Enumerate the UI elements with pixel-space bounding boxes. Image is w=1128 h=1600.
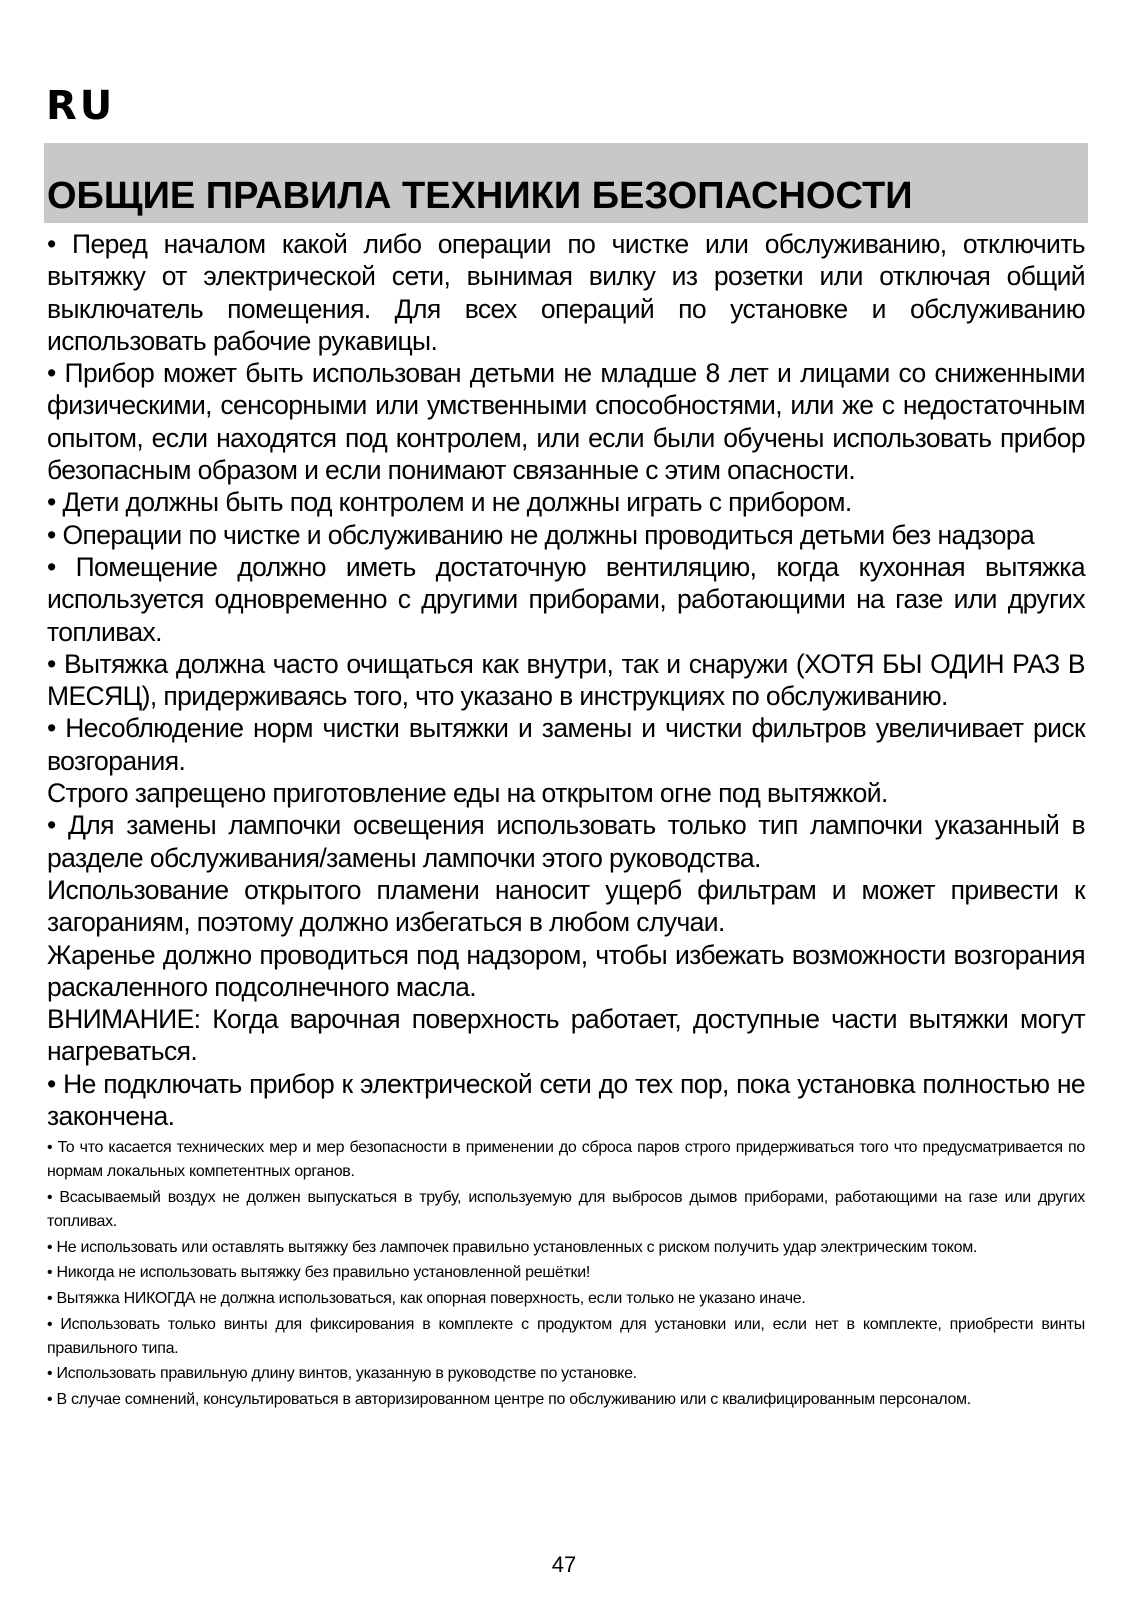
language-code: RU: [46, 83, 116, 129]
paragraph: • Помещение должно иметь достаточную вентиляцию, когда кухонная вытяжка используется одновременно с другими приборами, работающими на газе или других топливах.: [47, 551, 1085, 647]
fine-print-paragraph: • Использовать только винты для фиксирования в комплекте с продуктом для установки или, если нет в комплекте, приобрести винты правильного типа.: [47, 1315, 1085, 1357]
paragraph: • Для замены лампочки освещения использовать только тип лампочки указанный в разделе обслуживания/замены лампочки этого руководства.: [47, 810, 1085, 873]
paragraph: • Перед началом какой либо операции по чистке или обслуживанию, отключить вытяжку от электрической сети, вынимая вилку из розетки или отключая общий выключатель помещения. Для всех операций по установке и обслуживанию использовать рабочие рукавицы.: [47, 229, 1085, 356]
fine-print-paragraph: • То что касается технических мер и мер безопасности в применении до сброса паров строго придерживаться того что предусматривается по нормам локальных компетентных органов.: [47, 1139, 1085, 1181]
document-body: [47, 228, 1085, 1414]
paragraph: • Несоблюдение норм чистки вытяжки и замены и чистки фильтров увеличивает риск возгорания.: [47, 713, 1085, 776]
paragraph: • Прибор может быть использован детьми не младше 8 лет и лицами со сниженными физическими, сенсорными или умственными способностями, или же с недостаточным опытом, если находятся под контролем, или если были обучены использовать прибор безопасным образом и если понимают связанные с этим опасности.: [47, 358, 1085, 486]
paragraph: Жаренье должно проводиться под надзором, чтобы избежать возможности возгорания раскаленного подсолнечного масла.: [47, 939, 1085, 1002]
fine-print-paragraph: • Вытяжка НИКОГДА не должна использоваться, как опорная поверхность, если только не указано иначе.: [47, 1290, 806, 1308]
fine-print-paragraph: • Всасываемый воздух не должен выпускаться в трубу, используемую для выбросов дымов приборами, работающими на газе или других топливах.: [47, 1188, 1085, 1230]
paragraph: ВНИМАНИЕ: Когда варочная поверхность работает, доступные части вытяжки могут нагреваться.: [47, 1004, 1085, 1067]
paragraph: • Дети должны быть под контролем и не должны играть с прибором.: [47, 487, 852, 518]
section-title: ОБЩИЕ ПРАВИЛА ТЕХНИКИ БЕЗОПАСНОСТИ: [47, 175, 913, 217]
paragraph: Строго запрещено приготовление еды на открытом огне под вытяжкой.: [47, 778, 888, 809]
fine-print-paragraphs: [47, 1136, 1085, 1412]
fine-print-paragraph: • Никогда не использовать вытяжку без правильно установленной решётки!: [47, 1264, 590, 1282]
fine-print-paragraph: • Не использовать или оставлять вытяжку без лампочек правильно установленных с риском получить удар электрическим током.: [47, 1238, 978, 1256]
paragraph: • Вытяжка должна часто очищаться как внутри, так и снаружи (ХОТЯ БЫ ОДИН РАЗ В МЕСЯЦ), придерживаясь того, что указано в инструкциях по обслуживанию.: [47, 648, 1085, 712]
paragraph: Использование открытого пламени наносит ущерб фильтрам и может привести к загораниям, поэтому должно избегаться в любом случаи.: [47, 874, 1085, 938]
paragraph: • Не подключать прибор к электрической сети до тех пор, пока установка полностью не закончена.: [47, 1068, 1085, 1132]
page-number: 47: [551, 1552, 577, 1577]
main-paragraphs: [47, 228, 1085, 1132]
fine-print-paragraph: • В случае сомнений, консультироваться в авторизированном центре по обслуживанию или с квалифицированным персоналом.: [47, 1391, 971, 1409]
paragraph: • Операции по чистке и обслуживанию не должны проводиться детьми без надзора: [47, 519, 1035, 550]
fine-print-paragraph: • Использовать правильную длину винтов, указанную в руководстве по установке.: [47, 1365, 637, 1383]
